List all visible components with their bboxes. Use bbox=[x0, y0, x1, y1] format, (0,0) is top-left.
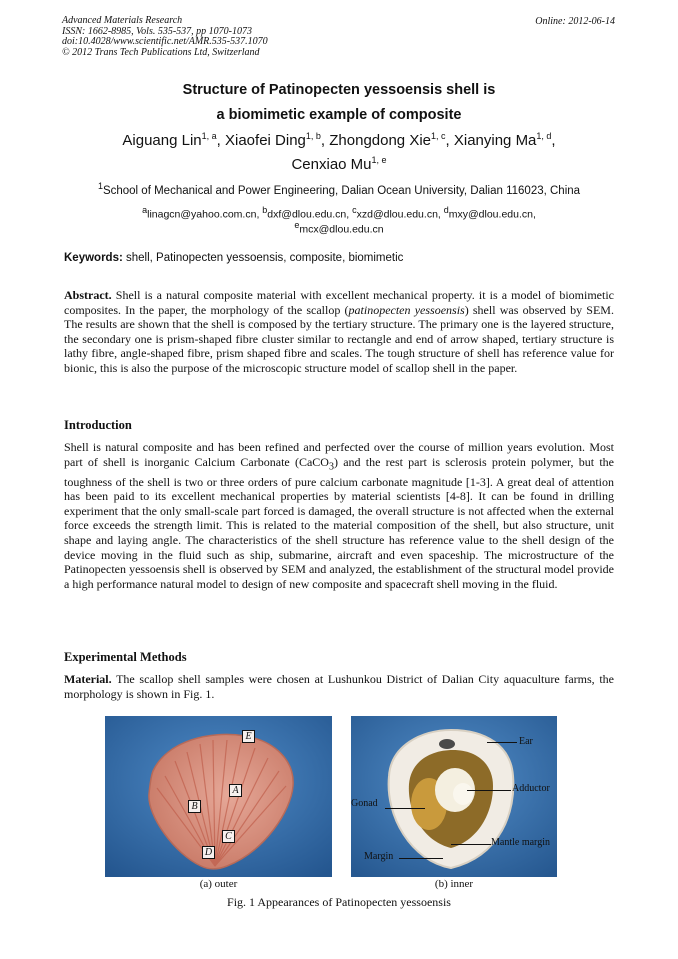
author-name: Aiguang Lin bbox=[122, 132, 202, 149]
formula-subscript: 3 bbox=[328, 460, 334, 472]
introduction-text: Shell is natural composite and has been refined and perfected over the course of million years evolution. Most part of shell is inorganic Calcium Carbonate (CaCO bbox=[64, 440, 614, 469]
author-list-line-2 bbox=[0, 155, 678, 173]
email-address: dxf@dlou.edu.cn bbox=[267, 208, 347, 221]
figure-inner-shell-photo bbox=[351, 716, 557, 877]
email-mark: b bbox=[262, 205, 268, 215]
email-mark: c bbox=[352, 205, 357, 215]
author-name: Cenxiao Mu bbox=[291, 156, 372, 173]
email-mark: d bbox=[443, 205, 449, 215]
material-label: Material. bbox=[64, 672, 112, 686]
paper-title-line-2: a biomimetic example of composite bbox=[216, 107, 462, 123]
mantle-leader-line bbox=[451, 844, 491, 845]
paper-title-line-1: Structure of Patinopecten yessoensis shell is bbox=[182, 82, 496, 98]
email-line-1: $^a$linagcn@yahoo.com.cn, $^b$dxf@dlou.edu.cn, $^c$xzd@dlou.edu.cn, $^d$mxy@dlou.edu.cn, bbox=[142, 205, 536, 221]
email-address: linagcn@yahoo.com.cn bbox=[147, 208, 257, 221]
doi-line: doi:10.4028/www.scientific.net/AMR.535-537.1070 bbox=[62, 36, 268, 47]
journal-header bbox=[62, 16, 268, 58]
email-mark: a bbox=[142, 205, 148, 215]
author-affil-mark: 1, a bbox=[201, 131, 217, 141]
label-mantle-margin: Mantle margin bbox=[491, 837, 550, 848]
introduction-paragraph bbox=[64, 440, 614, 591]
email-mark: e bbox=[294, 220, 300, 230]
journal-name: Advanced Materials Research bbox=[62, 15, 183, 26]
author-name: Xiaofei Ding bbox=[225, 132, 306, 149]
abstract-text: Shell is a natural composite material with excellent mechanical property. it is a model of biomimetic composites. In the paper, the morphology of the scallop ( bbox=[64, 288, 614, 317]
abstract-species: patinopecten yessoensis bbox=[348, 302, 465, 317]
affiliation-text: School of Mechanical and Power Engineering, Dalian Ocean University, Dalian 116023, China bbox=[102, 184, 581, 197]
abstract-paragraph bbox=[64, 288, 614, 376]
region-label-e: E bbox=[242, 730, 255, 743]
author-affil-mark: 1, d bbox=[536, 131, 552, 141]
email-address: mcx@dlou.edu.cn bbox=[299, 223, 384, 236]
subcaption-inner: (b) inner bbox=[434, 878, 474, 890]
keywords-text: shell, Patinopecten yessoensis, composite, biomimetic bbox=[126, 252, 404, 264]
gonad-leader-line bbox=[385, 808, 425, 809]
material-text: The scallop shell samples were chosen at Lushunkou District of Dalian City aquaculture farms, the morphology is shown in Fig. 1. bbox=[64, 672, 614, 701]
email-address: xzd@dlou.edu.cn bbox=[356, 208, 438, 221]
material-paragraph bbox=[64, 672, 614, 701]
outer-shell-image bbox=[105, 716, 332, 877]
region-label-c: C bbox=[222, 830, 235, 843]
ear-leader-line bbox=[487, 742, 517, 743]
author-affil-mark: 1, e bbox=[371, 155, 387, 165]
label-ear: Ear bbox=[519, 736, 533, 747]
label-adductor: Adductor bbox=[512, 783, 550, 794]
affiliation bbox=[0, 181, 678, 197]
subcaption-outer: (a) outer bbox=[199, 878, 238, 890]
author-list-line-1: Aiguang Lin$^{1, a}$, Xiaofei Ding$^{1, b}$, Zhongdong Xie$^{1, c}$, Xianying Ma$^{1, d}$, bbox=[122, 131, 556, 149]
methods-heading: Experimental Methods bbox=[64, 650, 187, 664]
issn-line: ISSN: 1662-8985, Vols. 535-537, pp 1070-1073 bbox=[62, 25, 252, 37]
abstract-text: ) shell was observed by SEM. The results are shown that the shell is composed by the tertiary structure. The primary one is the layered structure, the secondary one is prism-shaped fibre cluster similar to rectangle and end of arrow shaped, tertiary structure is lathy fibre, angle-shaped fibre, prism shaped fibre and scales. The tough structure of shell has reference value for bionic, this is also the purpose of the microscopic structure model of scallop shell in the paper. bbox=[64, 302, 614, 375]
affiliation-mark: 1 bbox=[97, 181, 103, 191]
region-label-d: D bbox=[202, 846, 215, 859]
introduction-heading: Introduction bbox=[64, 418, 132, 432]
margin-leader-line bbox=[399, 858, 443, 859]
label-gonad: Gonad bbox=[351, 798, 378, 809]
introduction-text: ) and the rest part is sclerosis protein polymer, but the toughness of the shell is two or three orders of pure calcium carbonate magnitude [1-3]. A great deal of attention has been paid to its excellent mechanical properties by material scientists [4-8]. It can be found in drilling experiment that the only small-scale part forced is damaged, the overall structure is not affected when the external force exceeds the strength limit. This is related to the material composition of the shell, but also structure, unit shape and laying angle. The characteristics of the shell structure has reference value to the shell design of the device moving in the fluid such as ship, submarine, aircraft and even spaceship. The microstructure of the Patinopecten yessoensis shell is observed by SEM and analyzed, the establishment of the structural model provide a high performance natural model to design of new composite and spacecraft shell moving in the fluid. bbox=[64, 454, 615, 591]
online-date: Online: 2012-06-14 bbox=[535, 16, 615, 27]
figure-outer-shell-photo bbox=[105, 716, 332, 877]
copyright-line: © 2012 Trans Tech Publications Ltd, Switzerland bbox=[62, 46, 260, 58]
author-name: Zhongdong Xie bbox=[329, 132, 431, 149]
keywords-label: Keywords: bbox=[64, 252, 123, 264]
adductor-leader-line bbox=[467, 790, 511, 791]
region-label-a: A bbox=[229, 784, 242, 797]
email-address: mxy@dlou.edu.cn bbox=[448, 208, 533, 221]
keywords bbox=[64, 252, 403, 264]
region-label-b: B bbox=[188, 800, 201, 813]
author-affil-mark: 1, c bbox=[431, 131, 446, 141]
author-affil-mark: 1, b bbox=[305, 131, 321, 141]
author-name: Xianying Ma bbox=[453, 132, 537, 149]
figure-caption: Fig. 1 Appearances of Patinopecten yessoensis bbox=[227, 895, 451, 909]
abstract-label: Abstract. bbox=[64, 288, 112, 302]
label-margin: Margin bbox=[364, 851, 394, 862]
email-line-2 bbox=[0, 218, 678, 237]
